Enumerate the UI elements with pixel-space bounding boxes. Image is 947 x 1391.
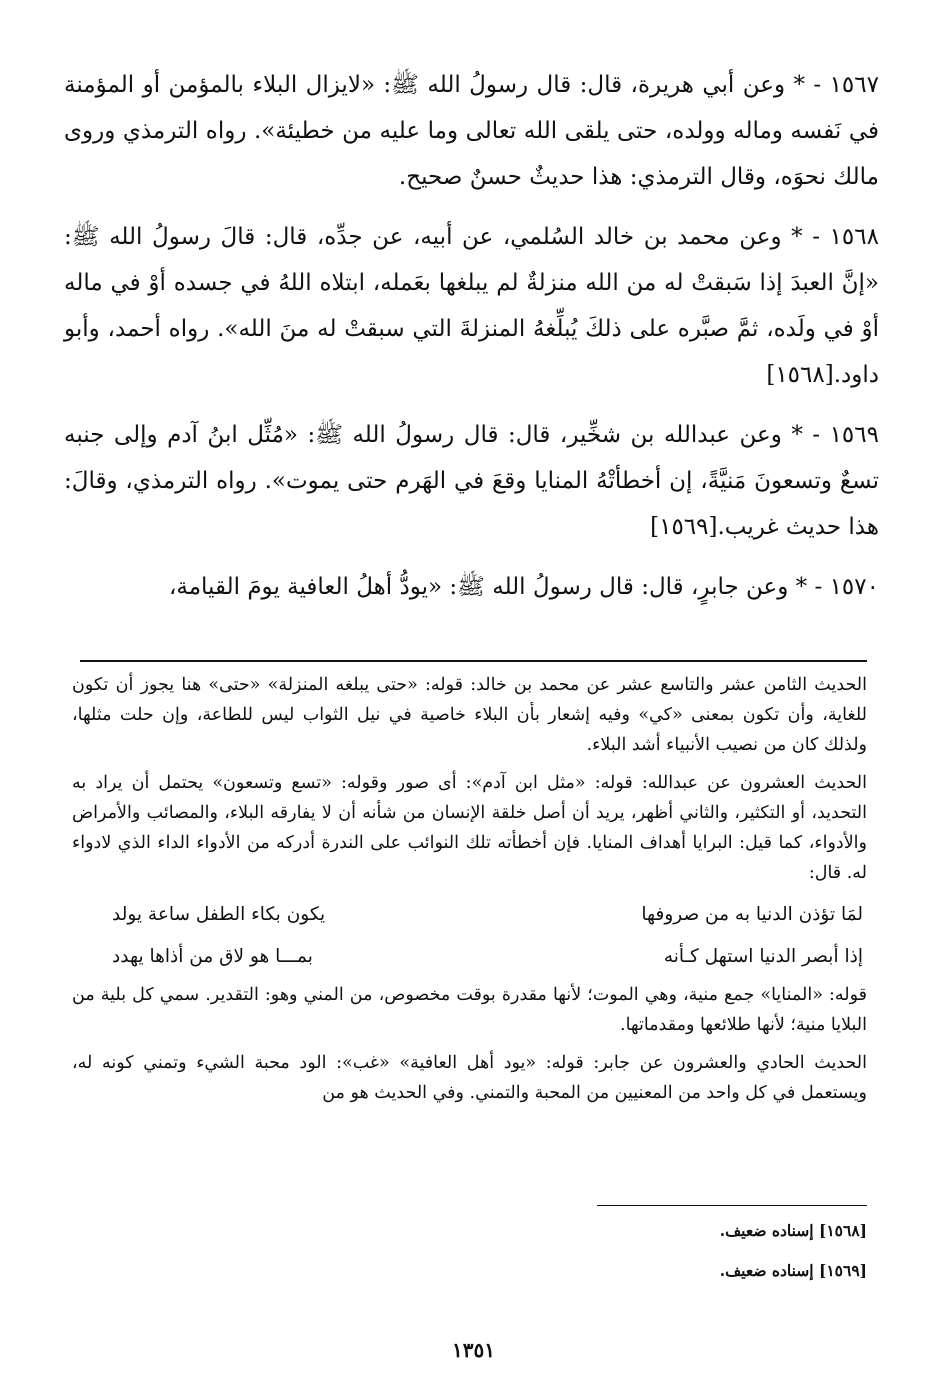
verse-2-second-hemistich: بمـــا هو لاق من أذاها يهدد xyxy=(112,946,313,967)
hadith-1569: ١٥٦٩ - * وعن عبدالله بن شخِّير، قال: قال رسولُ الله ﷺ: «مُثِّل ابنُ آدم وإلى جنبه تسعٌ وتسعونَ مَنيَّةً، إن أخطأتْهُ المنايا وقعَ في الهَرم حتى يموت». رواه الترمذي، وقالَ: هذا حديث غريب.[١٥٦٩] xyxy=(64,422,879,540)
verse-1-second-hemistich: يكون بكاء الطفل ساعة يولد xyxy=(112,904,326,925)
hadith-1567: ١٥٦٧ - * وعن أبي هريرة، قال: قال رسولُ الله ﷺ: «لايزال البلاء بالمؤمن أو المؤمنة في نَفسه وماله وولده، حتى يلقى الله تعالى وما عليه من خطيئة». رواه الترمذي وروى مالك نحوَه، وقال الترمذي: هذا حديثٌ حسنٌ صحيح. xyxy=(64,72,879,190)
hadith-1570: ١٥٧٠ - * وعن جابرٍ، قال: قال رسولُ الله ﷺ: «يودُّ أهلُ العافية يومَ القيامة، xyxy=(168,574,879,600)
verse-2-first-hemistich: إذا أبصر الدنيا استهل كـأنه xyxy=(663,946,863,967)
verse-1-first-hemistich: لمَا تؤذن الدنيا به من صروفها xyxy=(641,904,863,925)
footnote-divider xyxy=(597,1205,867,1206)
footnotes xyxy=(400,1220,867,1300)
commentary-section xyxy=(72,670,867,1116)
commentary-note-18-19: الحديث الثامن عشر والتاسع عشر عن محمد بن خالد: قوله: «حتى يبلغه المنزلة» «حتى» هنا يجوز أن تكون للغاية، وأن تكون بمعنى «كي» وفيه إشعار بأن البلاء خاصية في نيل الثواب ليس للطاعة، وإن حلت مثلها، ولذلك كان من نصيب الأنبياء أشد البلاء. xyxy=(72,675,867,755)
commentary-note-21: الحديث الحادي والعشرون عن جابر: قوله: «يود أهل العافية» «غب»: الود محبة الشيء وتمني كونه له، ويستعمل في كل واحد من المعنيين من المحبة والتمني. وفي الحديث هو من xyxy=(72,1053,867,1103)
page-number: ١٣٥١ xyxy=(452,1338,495,1362)
footnote-1568: [١٥٦٨] إسناده ضعيف. xyxy=(719,1221,867,1240)
poem-verse-1 xyxy=(72,896,867,934)
hadith-section xyxy=(64,62,879,624)
poem-verse-2 xyxy=(72,938,867,976)
commentary-divider xyxy=(80,660,867,662)
commentary-note-20: الحديث العشرون عن عبدالله: قوله: «مثل ابن آدم»: أى صور وقوله: «تسع وتسعون» يحتمل أن يراد به التحديد، أو التكثير، والثاني أظهر، يريد أن أصل خلقة الإنسان من شأنه أن لا يفارقه البلاء، والمصائب والأمراض والأدواء، كما قيل: البرايا أهداف المنايا. فإن أخطأته تلك النوائب على الندرة أدركه من الأدواء الداء الذي لادواء له. قال: xyxy=(72,773,867,883)
footnote-1569: [١٥٦٩] إسناده ضعيف. xyxy=(719,1261,867,1280)
hadith-1568: ١٥٦٨ - * وعن محمد بن خالد السُلمي، عن أبيه، عن جدِّه، قال: قالَ رسولُ الله ﷺ: «إنَّ العبدَ إذا سَبقتْ له من الله منزلةٌ لم يبلغها بعَمله، ابتلاه اللهُ في جسده أوْ في ماله أوْ في ولَده، ثمَّ صبَّره على ذلكَ يُبلِّغهُ المنزلةَ التي سبقتْ له منَ الله». رواه أحمد، وأبو داود.[١٥٦٨] xyxy=(64,224,879,388)
commentary-note-manaya: قوله: «المنايا» جمع منية، وهي الموت؛ لأنها مقدرة بوقت مخصوص، من المني وهو: التقدير. سمي كل بلية من البلايا منية؛ لأنها طلائعها ومقدماتها. xyxy=(72,985,867,1035)
